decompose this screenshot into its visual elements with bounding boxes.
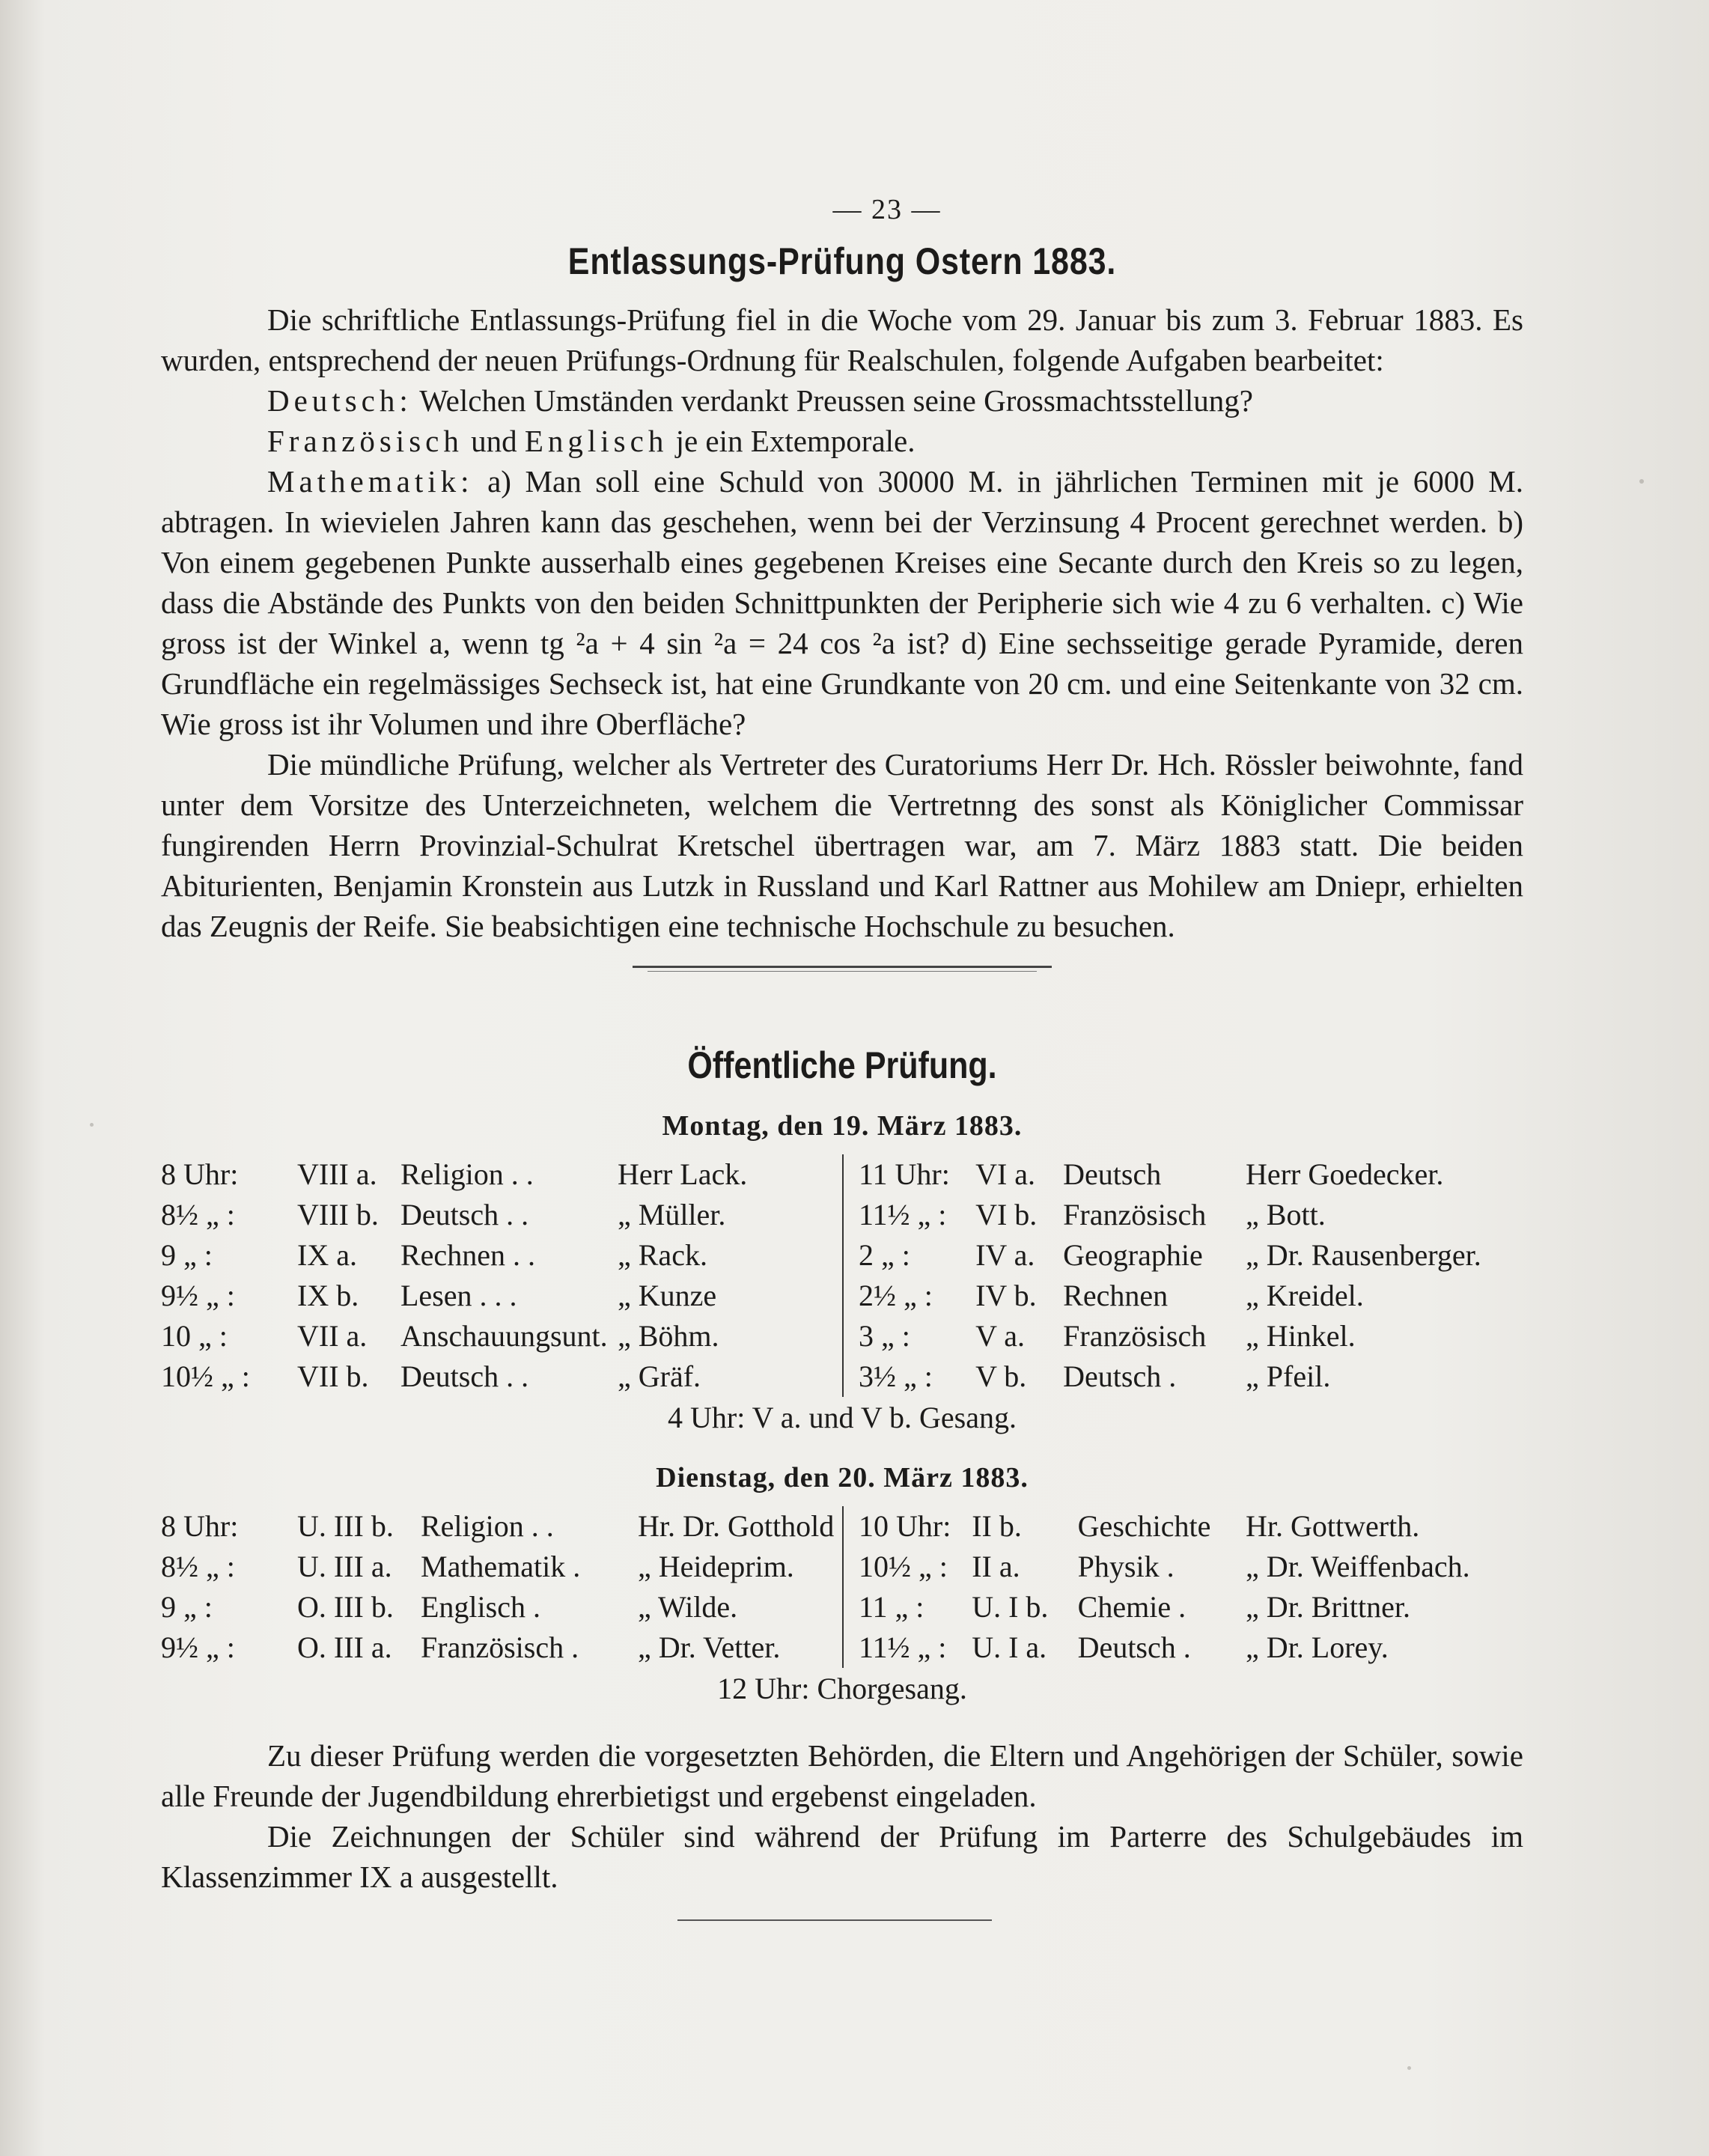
invitation-paragraph: Zu dieser Prüfung werden die vorgesetzten Behörden, die Eltern und Angehörigen der Schüler, sowie alle Freunde der Jugendbildung ehrerbietigst und ergebenst eingeladen.: [161, 1738, 1523, 1813]
slot-class: U. I b.: [972, 1590, 1049, 1624]
slot-class: IV a.: [975, 1238, 1035, 1272]
slot-teacher: „ Pfeil.: [1246, 1359, 1331, 1393]
schedule-row: [859, 1506, 1516, 1547]
slot-teacher: „ Kunze: [618, 1279, 717, 1312]
slot-time: 8 Uhr:: [161, 1157, 239, 1191]
german-text: Welchen Umständen verdankt Preussen seine Grossmachtsstellung?: [419, 383, 1253, 418]
paper-speck: [1407, 2066, 1411, 2070]
slot-subject: Französisch .: [421, 1630, 579, 1664]
slot-time: 10 Uhr:: [859, 1509, 951, 1543]
slot-class: IX b.: [297, 1279, 359, 1312]
schedule-row: [859, 1316, 1516, 1356]
slot-class: VII b.: [297, 1359, 369, 1393]
schedule-row: [161, 1587, 842, 1627]
slot-class: VI a.: [975, 1157, 1036, 1191]
section-title-public-exam: Öffentliche Prüfung.: [687, 1044, 997, 1086]
slot-subject: Deutsch .: [1077, 1630, 1191, 1664]
slot-subject: Religion . .: [400, 1157, 534, 1191]
slot-subject: Englisch .: [421, 1590, 540, 1624]
slot-teacher: „ Gräf.: [618, 1359, 701, 1393]
slot-subject: Lesen . . .: [400, 1279, 517, 1312]
section-divider: [633, 966, 1052, 968]
slot-time: 10½ „ :: [161, 1359, 250, 1393]
slot-time: 10½ „ :: [859, 1550, 948, 1583]
math-label: Mathematik:: [267, 464, 474, 499]
slot-teacher: „ Dr. Vetter.: [638, 1630, 781, 1664]
slot-time: 9½ „ :: [161, 1279, 235, 1312]
schedule-row: [161, 1195, 842, 1235]
paper-speck: [1639, 479, 1644, 484]
slot-teacher: „ Hinkel.: [1246, 1319, 1356, 1353]
math-task: [161, 461, 1523, 744]
slot-teacher: „ Dr. Brittner.: [1246, 1590, 1411, 1624]
slot-teacher: „ Heideprim.: [638, 1550, 794, 1583]
day2-left-column: [161, 1506, 842, 1668]
closing-rule: [677, 1919, 992, 1921]
slot-subject: Geographie: [1063, 1238, 1203, 1272]
slot-time: 2½ „ :: [859, 1279, 933, 1312]
slot-time: 11 „ :: [859, 1590, 924, 1624]
slot-subject: Deutsch . .: [400, 1359, 529, 1393]
slot-subject: Geschichte: [1077, 1509, 1211, 1543]
schedule-row: [161, 1316, 842, 1356]
slot-subject: Mathematik .: [421, 1550, 581, 1583]
slot-teacher: Herr Goedecker.: [1246, 1157, 1444, 1191]
slot-time: 9 „ :: [161, 1238, 213, 1272]
slot-teacher: „ Rack.: [618, 1238, 707, 1272]
slot-teacher: „ Kreidel.: [1246, 1279, 1364, 1312]
slot-teacher: Hr. Gottwerth.: [1246, 1509, 1420, 1543]
day2-schedule: [161, 1506, 1523, 1668]
slot-subject: Rechnen . .: [400, 1238, 535, 1272]
schedule-row: [859, 1587, 1516, 1627]
slot-time: 8 Uhr:: [161, 1509, 239, 1543]
schedule-row: [859, 1547, 1516, 1587]
german-label: Deutsch:: [267, 383, 412, 418]
slot-time: 3 „ :: [859, 1319, 910, 1353]
slot-class: U. I a.: [972, 1630, 1047, 1664]
closing-notes: [161, 1735, 1523, 1897]
slot-time: 8½ „ :: [161, 1550, 235, 1583]
day2-heading: Dienstag, den 20. März 1883.: [656, 1462, 1029, 1493]
oral-exam-paragraph: Die mündliche Prüfung, welcher als Vertreter des Curatoriums Herr Dr. Hch. Rössler beiwohnte, fand unter dem Vorsitze des Unterzeichneten, welchem die Vertretnng des sonst als Königlicher Commissar fungirenden Herrn Provinzial-Schulrat Kretschel übertragen war, am 7. März 1883 statt. Die beiden Abiturienten, Benjamin Kronstein aus Lutzk in Russland und Karl Rattner aus Mohilew am Dniepr, erhielten das Zeugnis der Reife. Sie beabsichtigen eine technische Hochschule zu besuchen.: [161, 747, 1523, 943]
day1-footer: 4 Uhr: V a. und V b. Gesang.: [668, 1401, 1017, 1434]
slot-time: 10 „ :: [161, 1319, 228, 1353]
written-exam-paragraph: Die schriftliche Entlassungs-Prüfung fiel in die Woche vom 29. Januar bis zum 3. Februar 1883. Es wurden, entsprechend der neuen Prüfungs-Ordnung für Realschulen, folgende Aufgaben bearbeitet:: [161, 302, 1523, 377]
slot-class: VI b.: [975, 1198, 1038, 1231]
day2-footer: 12 Uhr: Chorgesang.: [717, 1672, 967, 1705]
slot-subject: Deutsch .: [1063, 1359, 1177, 1393]
slot-class: O. III b.: [297, 1590, 394, 1624]
slot-class: VIII b.: [297, 1198, 379, 1231]
schedule-row: [859, 1154, 1516, 1195]
slot-subject: Chemie .: [1077, 1590, 1186, 1624]
french-label: Französisch: [267, 424, 463, 458]
day2-right-column: [842, 1506, 1516, 1668]
slot-class: V b.: [975, 1359, 1027, 1393]
and-word: und: [471, 424, 517, 458]
schedule-row: [161, 1356, 842, 1397]
slot-class: VII a.: [297, 1319, 368, 1353]
day1-left-column: [161, 1154, 842, 1397]
slot-class: U. III b.: [297, 1509, 394, 1543]
day1-schedule: [161, 1154, 1523, 1397]
schedule-row: [859, 1195, 1516, 1235]
slot-time: 8½ „ :: [161, 1198, 235, 1231]
english-label: Englisch: [524, 424, 668, 458]
slot-class: O. III a.: [297, 1630, 392, 1664]
slot-time: 11½ „ :: [859, 1630, 947, 1664]
schedule-row: [859, 1627, 1516, 1668]
slot-subject: Französisch: [1063, 1319, 1207, 1353]
schedule-row: [161, 1235, 842, 1276]
slot-class: VIII a.: [297, 1157, 377, 1191]
slot-teacher: „ Dr. Rausenberger.: [1246, 1238, 1481, 1272]
slot-teacher: „ Dr. Weiffenbach.: [1246, 1550, 1470, 1583]
slot-time: 9½ „ :: [161, 1630, 235, 1664]
slot-time: 9 „ :: [161, 1590, 213, 1624]
section-title-exam: Entlassungs-Prüfung Ostern 1883.: [567, 240, 1117, 282]
document-body: [161, 193, 1523, 1921]
slot-subject: Französisch: [1063, 1198, 1207, 1231]
paper-speck: [90, 1123, 94, 1127]
slot-class: U. III a.: [297, 1550, 392, 1583]
slot-teacher: „ Dr. Lorey.: [1246, 1630, 1389, 1664]
language-text: je ein Extemporale.: [675, 424, 916, 458]
schedule-row: [161, 1627, 842, 1668]
slot-class: V a.: [975, 1319, 1026, 1353]
math-text: a) Man soll eine Schuld von 30000 M. in jährlichen Terminen mit je 6000 M. abtragen. In wievielen Jahren kann das geschehen, wenn bei der Verzinsung 4 Procent gerechnet werden. b) Von einem gegebenen Punkte ausserhalb eines gegebenen Kreises eine Secante durch den Kreis so zu legen, dass die Abstände des Punkts von den beiden Schnittpunkten der Peripherie sich wie 4 zu 6 verhalten. c) Wie gross ist der Winkel a, wenn tg ²a + 4 sin ²a = 24 cos ²a ist? d) Eine sechsseitige gerade Pyramide, deren Grundfläche ein regelmässiges Sechseck ist, hat eine Grundkante von 20 cm. und eine Seitenkante von 32 cm. Wie gross ist ihr Volumen und ihre Oberfläche?: [161, 464, 1523, 741]
schedule-row: [161, 1547, 842, 1587]
slot-teacher: „ Wilde.: [638, 1590, 738, 1624]
schedule-row: [161, 1154, 842, 1195]
slot-class: II a.: [972, 1550, 1020, 1583]
slot-class: II b.: [972, 1509, 1022, 1543]
section-divider-thin: [648, 971, 1037, 972]
slot-subject: Physik .: [1077, 1550, 1175, 1583]
slot-time: 3½ „ :: [859, 1359, 933, 1393]
day1-heading: Montag, den 19. März 1883.: [662, 1110, 1023, 1142]
schedule-row: [859, 1235, 1516, 1276]
schedule-row: [859, 1276, 1516, 1316]
slot-time: 2 „ :: [859, 1238, 910, 1272]
slot-teacher: Hr. Dr. Gotthold: [638, 1509, 835, 1543]
slot-subject: Deutsch: [1063, 1157, 1162, 1191]
slot-teacher: Herr Lack.: [618, 1157, 748, 1191]
slot-subject: Anschauungsunt.: [400, 1319, 608, 1353]
page-number: — 23 —: [832, 194, 942, 225]
slot-class: IV b.: [975, 1279, 1037, 1312]
slot-subject: Deutsch . .: [400, 1198, 529, 1231]
slot-teacher: „ Bott.: [1246, 1198, 1326, 1231]
slot-teacher: „ Müller.: [618, 1198, 726, 1231]
slot-subject: Rechnen: [1063, 1279, 1169, 1312]
schedule-row: [859, 1356, 1516, 1397]
language-task: [161, 421, 1523, 461]
schedule-row: [161, 1276, 842, 1316]
slot-subject: Religion . .: [421, 1509, 554, 1543]
german-task: [161, 380, 1523, 421]
schedule-row: [161, 1506, 842, 1547]
slot-class: IX a.: [297, 1238, 357, 1272]
slot-time: 11½ „ :: [859, 1198, 947, 1231]
slot-teacher: „ Böhm.: [618, 1319, 719, 1353]
day1-right-column: [842, 1154, 1516, 1397]
drawings-paragraph: Die Zeichnungen der Schüler sind während der Prüfung im Parterre des Schulgebäudes im Klassenzimmer IX a ausgestellt.: [161, 1819, 1523, 1894]
slot-time: 11 Uhr:: [859, 1157, 950, 1191]
